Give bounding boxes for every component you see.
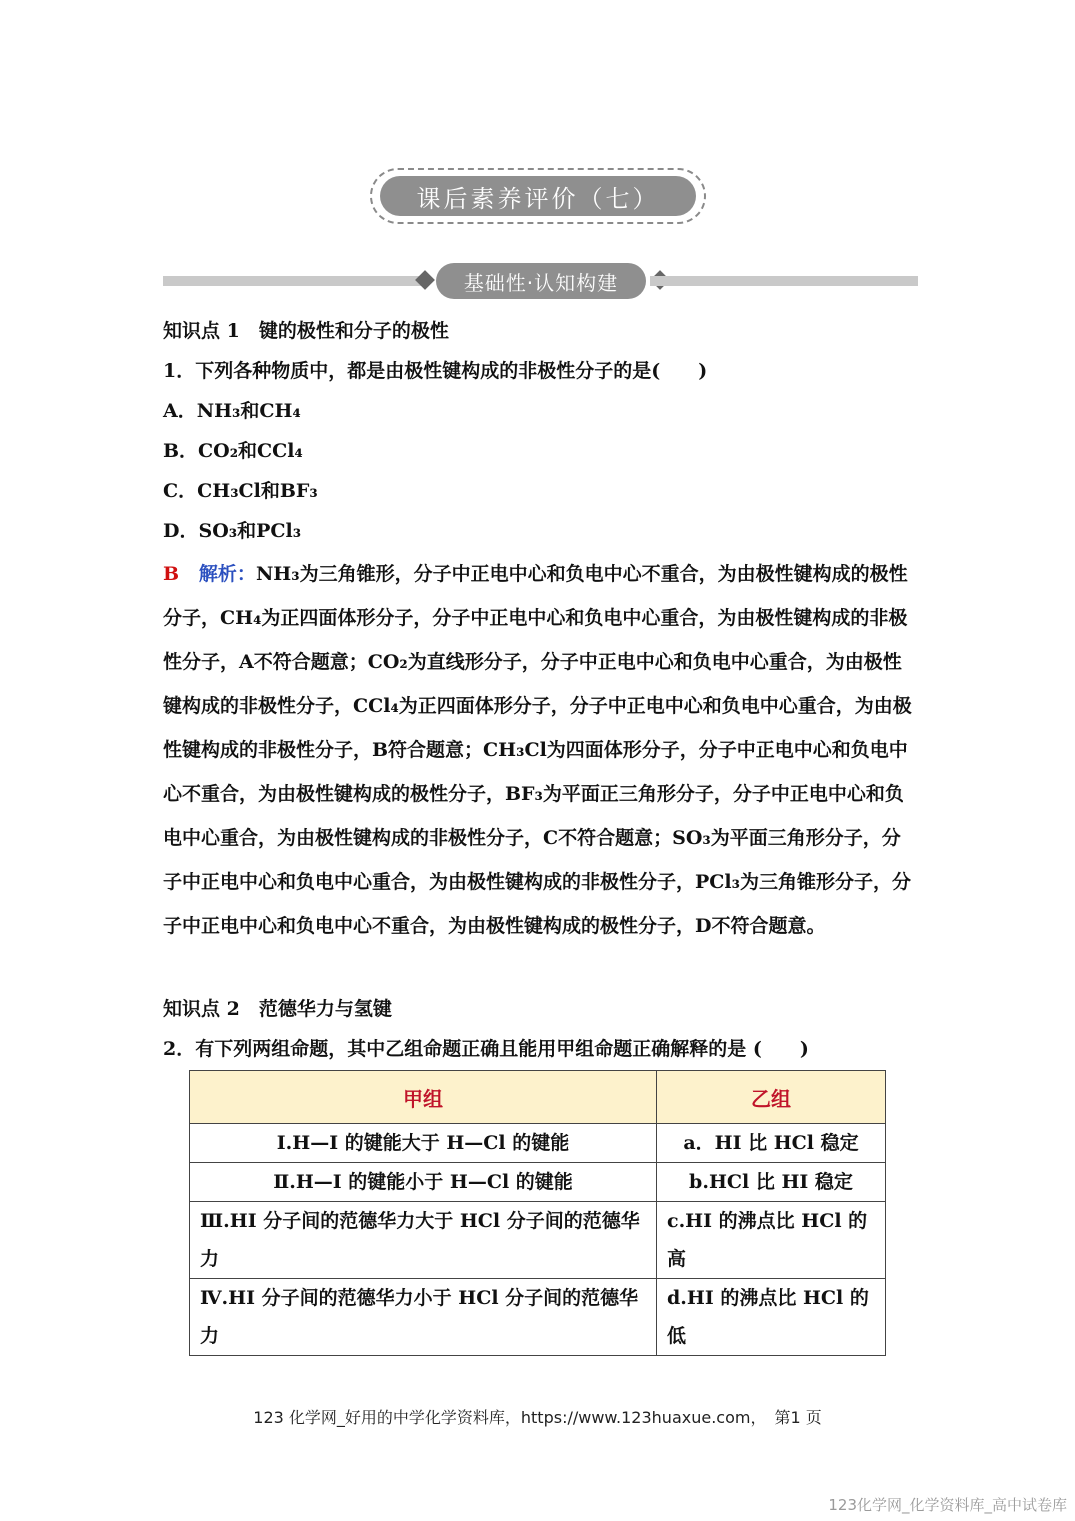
question-1-stem: 1．下列各种物质中，都是由极性键构成的非极性分子的是( ) — [163, 360, 708, 382]
table-cell: Ⅱ.H—I 的键能小于 H—Cl 的键能 — [190, 1163, 657, 1202]
table-cell: d.HI 的沸点比 HCl 的低 — [657, 1279, 886, 1356]
table-row — [190, 1163, 886, 1202]
table-header-cell: 甲组 — [190, 1071, 657, 1124]
table-cell: c.HI 的沸点比 HCl 的高 — [657, 1202, 886, 1279]
table-header-row — [190, 1071, 886, 1124]
page-footer: 123 化学网_好用的中学化学资料库，https://www.123huaxue.com， 第1 页 — [253, 1408, 822, 1427]
table-cell: Ⅳ.HI 分子间的范德华力小于 HCl 分子间的范德华力 — [190, 1279, 657, 1356]
option-a: A．NH₃和CH₄ — [163, 400, 301, 422]
analysis-text: NH₃为三角锥形，分子中正电中心和负电中心不重合，为由极性键构成的极性分子，CH₄为正四面体形分子，分子中正电中心和负电中心重合，为由极性键构成的非极性分子，A不符合题意；CO₂为直线形分子，分子中正电中心和负电中心重合，为由极性键构成的非极性分子，CCl₄为正四面体形分子，分子中正电中心和负电中心重合，为由极性键构成的非极性分子，B符合题意；CH₃Cl为四面体形分子，分子中正电中心和负电中心不重合，为由极性键构成的极性分子，BF₃为平面正三角形分子，分子中正电中心和负电中心重合，为由极性键构成的非极性分子，C不符合题意；SO₃为平面三角形分子，分子中正电中心和负电中心重合，为由极性键构成的非极性分子，PCl₃为三角锥形分子，分子中正电中心和负电中心不重合，为由极性键构成的极性分子，D不符合题意。 — [163, 563, 912, 937]
analysis-label: 解析： — [198, 563, 256, 585]
diamond-icon — [415, 270, 435, 290]
answer-letter: B — [163, 563, 180, 585]
site-watermark: 123化学网_化学资料库_高中试卷库 — [828, 1496, 1067, 1514]
knowledge-point-1-title: 知识点 1 键的极性和分子的极性 — [163, 320, 449, 342]
proposition-table — [189, 1070, 886, 1356]
section-banner: 基础性·认知构建 — [436, 263, 646, 299]
knowledge-point-2-title: 知识点 2 范德华力与氢键 — [163, 998, 392, 1020]
question-2-stem: 2．有下列两组命题，其中乙组命题正确且能用甲组命题正确解释的是 ( ) — [163, 1038, 809, 1060]
banner-divider-right — [650, 276, 918, 286]
analysis-paragraph — [163, 552, 915, 948]
option-d: D．SO₃和PCl₃ — [163, 520, 302, 542]
table-cell: Ⅲ.HI 分子间的范德华力大于 HCl 分子间的范德华力 — [190, 1202, 657, 1279]
table-row — [190, 1279, 886, 1356]
table-cell: Ⅰ.H—I 的键能大于 H—Cl 的键能 — [190, 1124, 657, 1163]
table-cell: a．HI 比 HCl 稳定 — [657, 1124, 886, 1163]
title-badge — [370, 168, 706, 224]
table-header-cell: 乙组 — [657, 1071, 886, 1124]
banner-divider-left — [163, 276, 425, 286]
table-cell: b.HCl 比 HI 稳定 — [657, 1163, 886, 1202]
option-c: C．CH₃Cl和BF₃ — [163, 480, 318, 502]
table-row — [190, 1124, 886, 1163]
page-title: 课后素养评价（七） — [380, 176, 696, 216]
option-b: B．CO₂和CCl₄ — [163, 440, 303, 462]
table-row — [190, 1202, 886, 1279]
